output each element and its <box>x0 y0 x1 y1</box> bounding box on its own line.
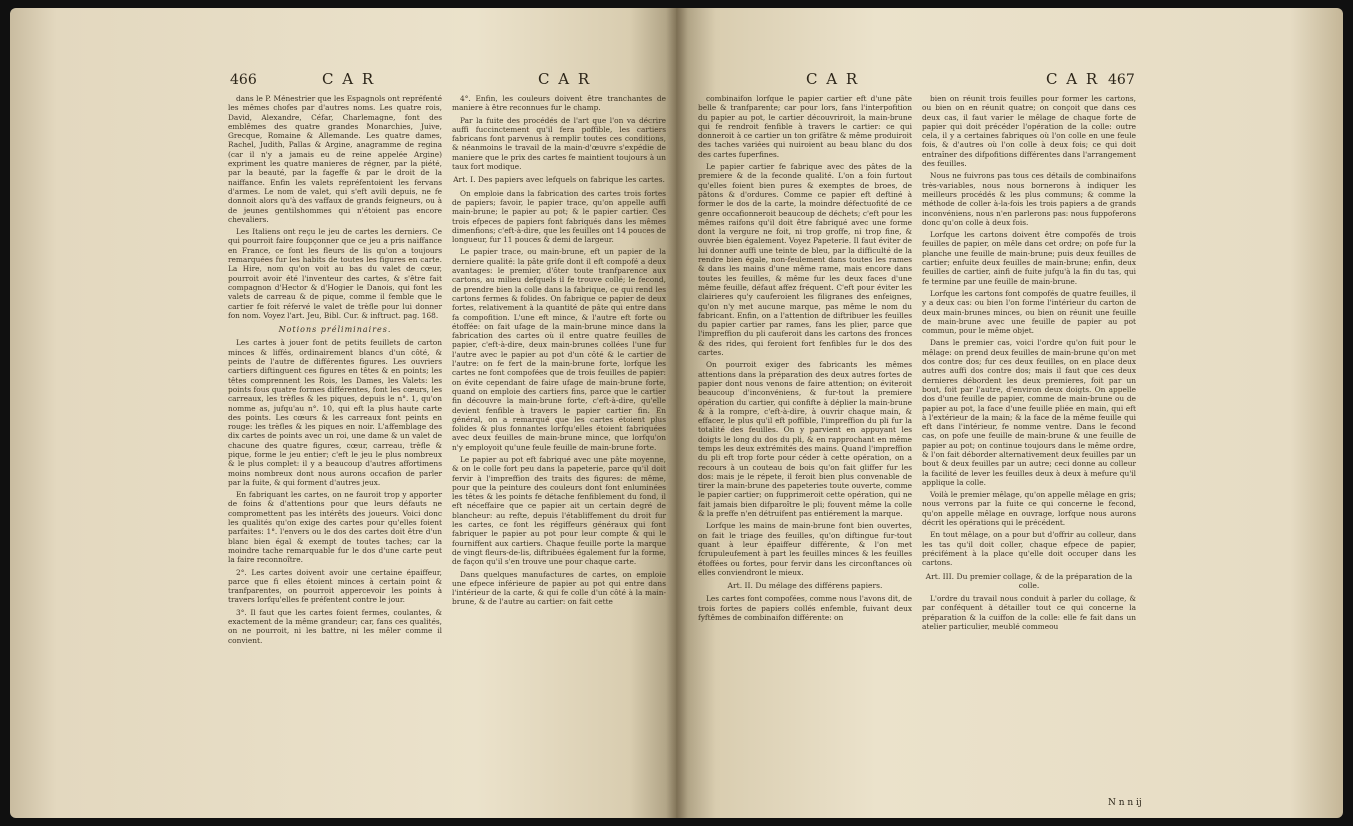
section-heading: Notions préliminaires. <box>278 325 392 335</box>
right-column-1 <box>698 94 912 625</box>
paragraph: Lorfque les mains de main-brune font bien ouvertes, on fait le triage des feuilles, qu'on diftingue fur-tout quant à leur épaiffeur différente, & l'on met fcrupuleufement à part les feuilles minces & les feuilles étoffées ou fortes, pour fervir dans les circonftances où elles conviendront le mieux. <box>698 521 912 577</box>
right-page <box>676 8 1343 818</box>
paragraph: combinaifon lorfque le papier cartier eft d'une pâte belle & tranfparente; car pour lors, fans l'interpofition du papier au pot, le cartier découvriroit, la main-brune qui fe rendroit fenfible à travers le cartier: ce qui donneroit à ce cartier un ton grifâtre & même produiroit des taches variées qui nuiroient au beau blanc du dos des cartes fuperfines. <box>698 94 912 159</box>
paragraph: bien on réunit trois feuilles pour former les cartons, ou bien on en réunit quatre; on conçoit que dans ces deux cas, il faut varier le mêlage de chaque forte de papier qui doit précéder l'opération de la colle: outre cela, il y a certaines fabriques où l'on colle en une feule fois, & d'autres où l'on colle à deux fois; ce qui doit entraîner des difpofitions différentes dans l'arrangement des feuilles. <box>922 94 1136 169</box>
left-page <box>10 8 676 818</box>
paragraph: En tout mêlage, on a pour but d'offrir au colleur, dans les tas qu'il doit coller, chaque efpece de papier, précifément à la place qu'elle doit occuper dans les cartons. <box>922 530 1136 568</box>
paragraph: Les Italiens ont reçu le jeu de cartes les derniers. Ce qui pourroit faire foupçonner que ce jeu a pris naiffance en France, ce font les fleurs de lis qu'on a toujours remarquées fur les habits de toutes les figures en carte. La Hire, nom qu'on voit au bas du valet de cœur, pourroit avoir été l'inventeur des cartes, & s'être fait compagnon d'Hector & d'Hogier le Danois, qui font les valets de carreau & de pique, comme il femble que le cartier fe foit réfervé le valet de trèfle pour lui donner fon nom. Voyez l'art. Jeu, Bibl. Cur. & inftruct. pag. 168. <box>228 227 442 320</box>
paragraph: Nous ne fuivrons pas tous ces détails de combinaifons très-variables, nous nous bornerons à indiquer les meilleurs procédés & les plus communs; & comme la méthode de coller à-la-fois les trois papiers a de grands inconvéniens, nous n'en parlerons pas: nous fuppoferons donc qu'on colle à deux fois. <box>922 171 1136 227</box>
right-header-left: C A R <box>806 70 860 88</box>
article-heading: Art. III. Du premier collage, & de la préparation de la colle. <box>925 571 1133 590</box>
paragraph: Le papier cartier fe fabrique avec des pâtes de la premiere & de la feconde qualité. L'on a foin furtout qu'elles foient bien pures & exemptes de broes, de pâtons & d'ordures. Comme ce papier eft deftiné à former le dos de la carte, la moindre défectuofité de ce genre occafionneroit beaucoup de déchets; c'eft pour les mêmes raifons qu'il doit être fabriqué avec une forme dont la vergure ne foit, ni trop groffe, ni trop fine, & ouvrée bien également. Voyez Papeterie. Il faut éviter de lui donner auffi une teinte de bleu, par la difficulté de la rendre bien égale, non-feulement dans toutes les rames & dans les mains d'une même rame, mais encore dans toutes les feuilles, & même fur les deux faces d'une même feuille, défaut affez fréquent. C'eft pour éviter les clairieres qu'y cauferoient les filigranes des enfeignes, qu'on n'y met aucune marque, pas même le nom du fabricant. Enfin, on a l'attention de diftribuer les feuilles du papier cartier par rames, fans les plier, parce que l'impreffion du pli cauferoit dans les cartons des fronces & des rides, qui feroient fort fenfibles fur le dos des cartes. <box>698 162 912 358</box>
paragraph: Voilà le premier mêlage, qu'on appelle mêlage en gris; nous verrons par la fuite ce qui concerne le fecond, qu'on appelle mêlage en ouvrage, lorfque nous aurons décrit les opérations qui le précédent. <box>922 490 1136 528</box>
paragraph: Les cartes font compofées, comme nous l'avons dit, de trois fortes de papiers collés enfemble, fuivant deux fyftêmes de combinaifon différente: on <box>698 594 912 623</box>
left-header-right: C A R <box>538 70 592 88</box>
paragraph: L'ordre du travail nous conduit à parler du collage, & par conféquent à détailler tout ce qui concerne la préparation & la cuiffon de la colle: elle fe fait dans un atelier particulier, meublé commeou <box>922 594 1136 632</box>
left-page-number: 466 <box>230 72 257 88</box>
signature-mark: N n n ij <box>1108 798 1142 808</box>
article-heading: Art. I. Des papiers avec lefquels on fabrique les cartes. <box>453 175 665 185</box>
book-gutter <box>666 8 688 818</box>
paragraph: Lorfque les cartons doivent être compofés de trois feuilles de papier, on mêle dans cet ordre; on pofe fur la planche une feuille de main-brune; puis deux feuilles de cartier; enfuite deux feuilles de main-brune; enfin, deux feuilles de cartier, ainfi de fuite jufqu'à la fin du tas, qui fe termine par une feuille de main-brune. <box>922 230 1136 286</box>
paragraph: dans le P. Ménestrier que les Espagnols ont repréfenté les mêmes chofes par d'autres noms. Les quatre rois, David, Alexandre, Céfar, Charlemagne, font des emblêmes des quatre grandes Monarchies, Juive, Grecque, Romaine & Allemande. Les quatre dames, Rachel, Judith, Pallas & Argine, anagramme de regina (car il n'y a jamais eu de reine appelée Argine) expriment les quatre manieres de régner, par la piété, par la beauté, par la fageffe & par le droit de la naiffance. Enfin les valets repréfentoient les fervans d'armes. Le nom de valet, qui s'eft avili depuis, ne fe donnoit alors qu'à des vaffaux de grands feigneurs, ou à de jeunes gentilshommes qui n'étoient pas encore chevaliers. <box>228 94 442 224</box>
paragraph: Le papier trace, ou main-brune, eft un papier de la derniere qualité: la pâte grife dont il eft compofé a deux avantages: le premier, d'ôter toute tranfparence aux cartons, au milieu defquels il fe trouve collé; le fecond, de prendre bien la colle dans la fabrique, ce qui rend les cartons fermes & folides. On fabrique ce papier de deux fortes, relativement à la quantité de pâte qui entre dans fa compofition. L'une eft mince, & l'autre eft forte ou étoffée: on fait ufage de la main-brune mince dans la fabrication des cartes où il entre quatre feuilles de papier, c'eft-à-dire, deux main-brunes collées l'une fur l'autre avec le papier au pot d'un côté & le cartier de l'autre: on fe fert de la main-brune forte, lorfque les cartes ne font compofées que de trois feuilles de papier: on évite cependant de faire ufage de main-brune forte, quand on emploie des cartiers fins, parce que le cartier fin découvre la main-brune forte, c'eft-à-dire, qu'elle devient fenfible à travers le papier cartier fin. En général, on a remarqué que les cartes étoient plus folides & plus fonnantes lorfqu'elles étoient fabriquées avec deux feuilles de main-brune mince, que lorfqu'on n'y employoit qu'une feule feuille de main-brune forte. <box>452 247 666 452</box>
paragraph: Lorfque les cartons font compofés de quatre feuilles, il y a deux cas: ou bien l'on forme l'intérieur du carton de deux main-brunes minces, ou bien on réunit une feuille de main-brune avec une feuille de papier au pot commun, pour le même objet. <box>922 288 1136 336</box>
paragraph: 4°. Enfin, les couleurs doivent être tranchantes de maniere à être reconnues fur le champ. <box>452 94 666 113</box>
right-page-number: 467 <box>1108 72 1135 88</box>
paragraph: Par la fuite des procédés de l'art que l'on va décrire auffi fuccinctement qu'il fera poffible, les cartiers fabricans font parvenus à remplir toutes ces conditions, & néanmoins le travail de la main-d'œuvre s'expédie de maniere que le prix des cartes fe maintient toujours à un taux fort modique. <box>452 115 666 172</box>
paragraph: On pourroit exiger des fabricants les mêmes attentions dans la préparation des deux autres fortes de papier dont nous venons de faire attention; on éviteroit beaucoup d'inconvéniens, & fur-tout la premiere opération du cartier, qui confifte à déplier la main-brune & à la rompre, c'eft-à-dire, à ouvrir chaque main, & effacer, le plus qu'il eft poffible, l'impreffion du pli fur la totalité des feuilles. On y parvient en appuyant les doigts le long du dos du pli, & en rapprochant en même temps les deux extrémités des mains. Quand l'impreffion du pli eft trop forte pour céder à cette opération, on a recours à un couteau de bois qu'on fait gliffer fur les dos: mais je le répete, il feroit bien plus convenable de tirer la main-brune des papeteries toute ouverte, comme le papier cartier; on fupprimeroit cette opération, qui ne fait jamais bien difparoître le pli; fouvent même la colle & la preffe n'en détruifent pas entiérement la marque. <box>698 360 912 519</box>
right-header-right: C A R <box>1046 70 1100 88</box>
paragraph: 3°. Il faut que les cartes foient fermes, coulantes, & exactement de la même grandeur; car, fans ces qualités, on ne pourroit, ni les battre, ni les mêler comme il convient. <box>228 607 442 645</box>
paragraph: Dans quelques manufactures de cartes, on emploie une efpece inférieure de papier au pot qui entre dans l'intérieur de la carte, & qui fe colle d'un côté à la main-brune, & de l'autre au cartier: on fait cette <box>452 569 666 607</box>
paragraph: Les cartes à jouer font de petits feuillets de carton minces & liffés, ordinairement blancs d'un côté, & peints de l'autre de différentes figures. Les ouvriers cartiers diftinguent ces figures en têtes & en points; les têtes comprennent les Rois, les Dames, les Valets: les points fous quatre formes différentes, font les cœurs, les carreaux, les trèfles & les piques, depuis le n°. 1, qu'on nomme as, jufqu'au n°. 10, qui eft la plus haute carte des points. Les cœurs & les carreaux font peints en rouge: les trèfles & les piques en noir. L'affemblage des dix cartes de points avec un roi, une dame & un valet de chacune des quatre figures, cœur, carreau, trèfle & pique, forme le jeu entier; c'eft le jeu le plus nombreux & le plus complet: il y a beaucoup d'autres affortimens moins nombreux dont nous aurons occafion de parler par la fuite, & qui forment d'autres jeux. <box>228 338 442 487</box>
article-heading: Art. II. Du mélage des différens papiers. <box>727 581 883 591</box>
paragraph: 2°. Les cartes doivent avoir une certaine épaiffeur, parce que fi elles étoient minces à certain point & tranfparentes, on pourroit appercevoir les points à travers lorfqu'elles fe préfentent contre le jour. <box>228 567 442 605</box>
left-header-left: C A R <box>322 70 376 88</box>
paragraph: Dans le premier cas, voici l'ordre qu'on fuit pour le mêlage: on prend deux feuilles de main-brune qu'on met dos contre dos; fur ces deux feuilles, on en place deux autres auffi dos contre dos; mais il faut que ces deux dernieres débordent les deux premieres, foit par un bout, foit par l'autre, d'environ deux doigts. On appelle dos d'une feuille de papier, comme de main-brune ou de papier au pot, la face d'une feuille pliée en main, qui eft à l'extérieur de la main; & la face de la même feuille qui eft dans l'intérieur, fe nomme ventre. Dans le fecond cas, on pofe une feuille de main-brune & une feuille de papier au pot; on continue toujours dans le même ordre, & l'on fait déborder alternativement deux feuilles par un bout & deux feuilles par un autre; ceci donne au colleur la facilité de lever les feuilles deux à deux à mefure qu'il applique la colle. <box>922 338 1136 487</box>
left-column-1 <box>228 94 442 648</box>
open-book <box>10 8 1343 818</box>
paragraph: En fabriquant les cartes, on ne fauroit trop y apporter de foins & d'attentions pour que leurs défauts ne compromettent pas les intérêts des joueurs. Voici donc les qualités qu'on exige des cartes pour qu'elles foient parfaites: 1°. l'envers ou le dos des cartes doit être d'un blanc bien égal & exempt de toutes taches; car la moindre tache remarquable fur le dos d'une carte peut la faire reconnoître. <box>228 490 442 565</box>
right-column-2 <box>922 94 1136 634</box>
left-column-2 <box>452 94 666 610</box>
paragraph: On emploie dans la fabrication des cartes trois fortes de papiers; favoir, le papier trace, qu'on appelle auffi main-brune; le papier au pot; & le papier cartier. Ces trois efpeces de papiers font fabriqués dans les mêmes dimenfions; c'eft-à-dire, que les feuilles ont 14 pouces de longueur, fur 11 pouces & demi de largeur. <box>452 188 666 245</box>
paragraph: Le papier au pot eft fabriqué avec une pâte moyenne, & on le colle fort peu dans la papeterie, parce qu'il doit fervir à l'impreffion des traits des figures: de même, pour que la peinture des couleurs dont font enluminées les têtes & les points fe détache fenfiblement du fond, il eft néceffaire que ce papier ait un certain degré de blancheur: au refte, depuis l'établiffement du droit fur les cartes, ce font les régiffeurs généraux qui font fabriquer le papier au pot pour leur compte & qui le fourniffent aux cartiers. Chaque feuille porte la marque de vingt fleurs-de-lis, diftribuées également fur la forme, de façon qu'il s'en trouve une pour chaque carte. <box>452 454 666 567</box>
